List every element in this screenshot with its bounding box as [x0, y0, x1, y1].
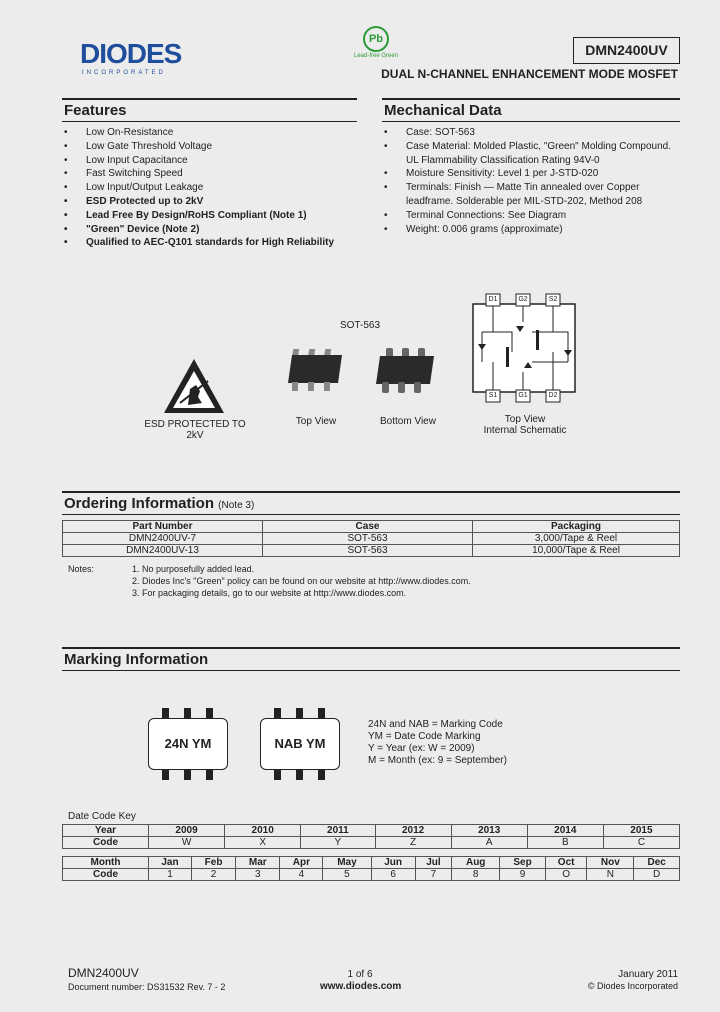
- esd-caption: ESD PROTECTED TO 2kV: [144, 419, 246, 441]
- table-cell: 4: [280, 869, 323, 881]
- table-cell: 2012: [375, 825, 451, 837]
- table-cell: C: [603, 837, 679, 849]
- row-label: Code: [63, 837, 149, 849]
- list-item: • Moisture Sensitivity: Level 1 per J-STD-020: [382, 167, 682, 181]
- pin-label: D2: [548, 392, 558, 399]
- pb-icon: Pb: [363, 26, 389, 52]
- schematic-caption-1: Top View: [504, 414, 546, 425]
- list-item: • Terminal Connections: See Diagram: [382, 209, 682, 223]
- table-cell: D: [634, 869, 680, 881]
- footer-website: www.diodes.com: [320, 981, 402, 992]
- list-item: • Lead Free By Design/RoHS Compliant (Note 1): [62, 209, 362, 223]
- table-cell: 7: [415, 869, 451, 881]
- part-number-box: DMN2400UV: [573, 37, 680, 64]
- footer-page: 1 of 6: [347, 969, 373, 980]
- features-rule: [62, 98, 357, 100]
- table-cell: Apr: [280, 857, 323, 869]
- marking-legend: [368, 719, 507, 767]
- table-cell: B: [527, 837, 603, 849]
- doc-subtitle: DUAL N-CHANNEL ENHANCEMENT MODE MOSFET: [381, 67, 678, 81]
- legend-line: Y = Year (ex: W = 2009): [368, 743, 475, 754]
- list-item: • Case Material: Molded Plastic, "Green" Molding Compound. UL Flammability Classification Rating 94V-0: [382, 140, 682, 168]
- esd-warning-icon: [160, 355, 228, 417]
- month-code-table: [62, 856, 680, 881]
- marking-rule: [62, 647, 680, 649]
- table-row: [63, 545, 680, 557]
- legend-line: YM = Date Code Marking: [368, 731, 481, 742]
- table-cell: Jan: [149, 857, 192, 869]
- table-cell: May: [323, 857, 371, 869]
- ordering-note-ref: (Note 3): [218, 500, 255, 511]
- footer-doc-number: Document number: DS31532 Rev. 7 - 2: [68, 982, 226, 992]
- package-bottom-view: [374, 346, 438, 396]
- table-cell: 1: [149, 869, 192, 881]
- table-cell: Mar: [236, 857, 280, 869]
- list-item: • Fast Switching Speed: [62, 167, 362, 181]
- table-cell: 5: [323, 869, 371, 881]
- list-item: • Terminals: Finish — Matte Tin annealed over Copper leadframe. Solderable per MIL-STD-202, Method 208: [382, 181, 682, 209]
- mechanical-rule: [382, 98, 680, 100]
- date-code-key-title: Date Code Key: [68, 811, 136, 822]
- chip-2-code: NAB YM: [260, 718, 340, 770]
- table-cell: 3: [236, 869, 280, 881]
- lead-free-green-logo: [348, 26, 404, 62]
- pin-label: S1: [488, 392, 498, 399]
- list-item: • Low Gate Threshold Voltage: [62, 140, 362, 154]
- list-item: • "Green" Device (Note 2): [62, 223, 362, 237]
- features-list: [62, 126, 362, 250]
- ordering-header-case: Case: [263, 521, 473, 533]
- notes-label: Notes:: [68, 564, 95, 574]
- row-label: Code: [63, 869, 149, 881]
- footer-date: January 2011: [618, 969, 678, 980]
- table-cell: 2015: [603, 825, 679, 837]
- note-1: 1. No purposefully added lead.: [132, 564, 255, 574]
- ordering-cell: DMN2400UV-7: [63, 533, 263, 545]
- ordering-header-part: Part Number: [63, 521, 263, 533]
- ordering-cell: 10,000/Tape & Reel: [473, 545, 680, 557]
- ordering-title: [64, 495, 254, 512]
- internal-schematic: [472, 292, 576, 404]
- note-3: 3. For packaging details, go to our website at http://www.diodes.com.: [132, 588, 407, 598]
- list-item: • Qualified to AEC-Q101 standards for High Reliability: [62, 236, 362, 250]
- table-cell: 2011: [301, 825, 375, 837]
- ordering-rule: [62, 491, 680, 493]
- schematic-drawing: [472, 292, 576, 404]
- table-cell: Y: [301, 837, 375, 849]
- row-label: Year: [63, 825, 149, 837]
- mechanical-title: Mechanical Data: [384, 102, 502, 119]
- list-item: • Low Input Capacitance: [62, 154, 362, 168]
- features-title: Features: [64, 102, 127, 119]
- legend-line: M = Month (ex: 9 = September): [368, 755, 507, 766]
- pin-label: G2: [518, 296, 528, 303]
- row-label: Month: [63, 857, 149, 869]
- logo-sub: INCORPORATED: [82, 70, 166, 76]
- table-cell: 2013: [451, 825, 527, 837]
- ordering-table: [62, 520, 680, 557]
- table-cell: Jul: [415, 857, 451, 869]
- features-rule-bottom: [62, 121, 357, 122]
- table-cell: 2009: [149, 825, 225, 837]
- marking-title: Marking Information: [64, 651, 209, 668]
- footer-part: DMN2400UV: [68, 966, 139, 980]
- diodes-logo: [80, 38, 205, 78]
- chip-1-code: 24N YM: [148, 718, 228, 770]
- table-cell: Aug: [452, 857, 500, 869]
- marking-chip-1: [148, 708, 228, 784]
- pb-caption: Lead-free Green: [353, 53, 399, 59]
- mechanical-rule-bottom: [382, 121, 680, 122]
- table-cell: Sep: [500, 857, 546, 869]
- table-cell: 9: [500, 869, 546, 881]
- table-cell: O: [545, 869, 587, 881]
- pin-label: S2: [548, 296, 558, 303]
- marking-chip-2: [260, 708, 340, 784]
- year-code-table: [62, 824, 680, 849]
- table-cell: A: [451, 837, 527, 849]
- mechanical-list: [382, 126, 682, 236]
- ordering-cell: SOT-563: [263, 533, 473, 545]
- schematic-caption-2: Internal Schematic: [483, 425, 567, 436]
- table-row: [63, 533, 680, 545]
- bottom-view-caption: Bottom View: [380, 416, 436, 427]
- list-item: • Case: SOT-563: [382, 126, 682, 140]
- ordering-rule-bottom: [62, 514, 680, 515]
- marking-rule-bottom: [62, 670, 680, 671]
- table-cell: Z: [375, 837, 451, 849]
- list-item: • Low Input/Output Leakage: [62, 181, 362, 195]
- table-cell: N: [587, 869, 634, 881]
- ordering-cell: 3,000/Tape & Reel: [473, 533, 680, 545]
- table-cell: W: [149, 837, 225, 849]
- pin-label: G1: [518, 392, 528, 399]
- table-cell: Jun: [371, 857, 415, 869]
- table-cell: 6: [371, 869, 415, 881]
- top-view-caption: Top View: [295, 416, 337, 427]
- list-item: • Low On-Resistance: [62, 126, 362, 140]
- list-item: • ESD Protected up to 2kV: [62, 195, 362, 209]
- pin-label: D1: [488, 296, 498, 303]
- table-cell: Feb: [191, 857, 235, 869]
- table-cell: 2: [191, 869, 235, 881]
- legend-line: 24N and NAB = Marking Code: [368, 719, 503, 730]
- note-2: 2. Diodes Inc's "Green" policy can be found on our website at http://www.diodes.com.: [132, 576, 471, 586]
- ordering-title-text: Ordering Information: [64, 495, 214, 512]
- table-cell: 2010: [225, 825, 301, 837]
- table-cell: Nov: [587, 857, 634, 869]
- package-top-view: [284, 345, 348, 395]
- footer-copyright: © Diodes Incorporated: [587, 981, 678, 991]
- table-cell: Dec: [634, 857, 680, 869]
- ordering-header-packaging: Packaging: [473, 521, 680, 533]
- ordering-cell: SOT-563: [263, 545, 473, 557]
- package-label: SOT-563: [339, 320, 381, 331]
- ordering-cell: DMN2400UV-13: [63, 545, 263, 557]
- table-cell: X: [225, 837, 301, 849]
- table-cell: 8: [452, 869, 500, 881]
- table-cell: 2014: [527, 825, 603, 837]
- table-cell: Oct: [545, 857, 587, 869]
- logo-main: DIODES: [80, 38, 182, 69]
- list-item: • Weight: 0.006 grams (approximate): [382, 223, 682, 237]
